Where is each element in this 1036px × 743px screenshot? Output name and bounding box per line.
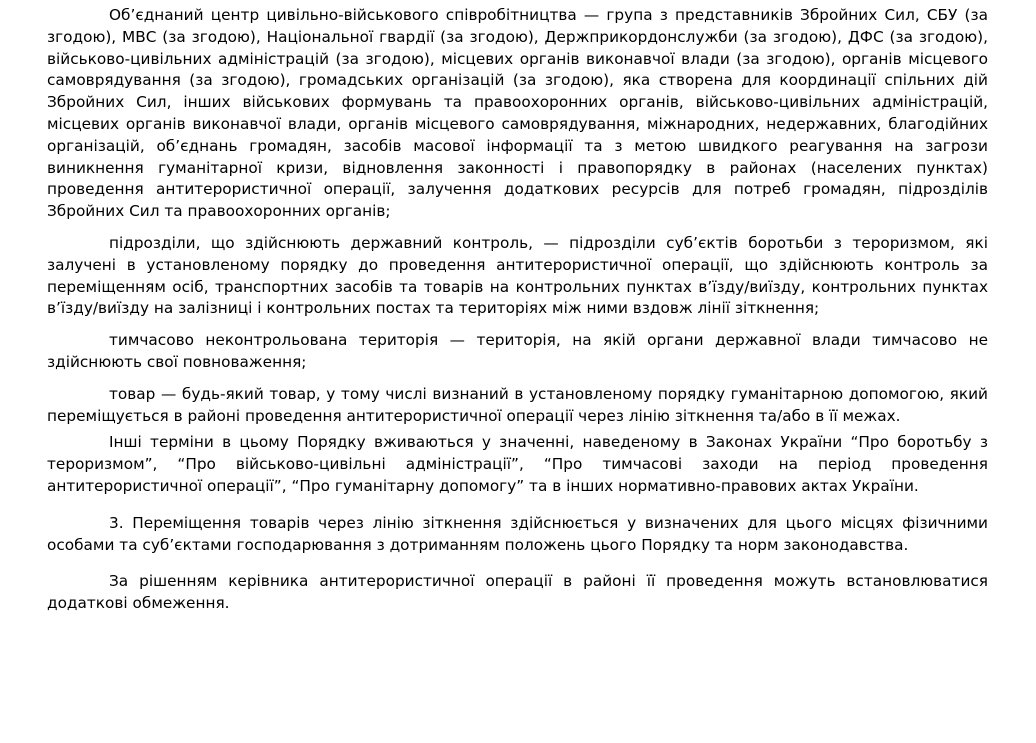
paragraph-state-control-units: підрозділи, що здійснюють державний контроль, — підрозділи суб’єктів боротьби з тероризмом, які залучені в установленому порядку до проведення антитерористичної операції, що здійснюють контроль за переміщенням осіб, транспортних засобів та товарів на контрольних пунктах в’їзду/виїзду, контрольних пунктах в’їзду/виїзду на залізниці і контрольних постах та територіях між ними вздовж лінії зіткнення;: [47, 233, 988, 318]
paragraph-item-3: 3. Переміщення товарів через лінію зіткнення здійснюється у визначених для цього місцях фізичними особами та суб’єктами господарювання з дотриманням положень цього Порядку та норм законодавства.: [47, 513, 988, 554]
paragraph-additional-restrictions: За рішенням керівника антитерористичної операції в районі її проведення можуть встановлюватися додаткові обмеження.: [47, 572, 988, 613]
paragraph-civil-military-center: Об’єднаний центр цивільно-військового співробітництва — група з представників Збройних Сил, СБУ (за згодою), МВС (за згодою), Національної гвардії (за згодою), Держприкордонслужби (за згодою), ДФС (за згодою), військово-цивільних адміністрацій (за згодою), місцевих органів виконавчої влади (за згодою), органів місцевого самоврядування (за згодою), громадських організацій (за згодою), яка створена для координації спільних дій Збройних Сил, інших військових формувань та правоохоронних органів, військово-цивільних адміністрацій, місцевих органів виконавчої влади, органів місцевого самоврядування, міжнародних, недержавних, благодійних організацій, об’єднань громадян, засобів масової інформації та з метою швидкого реагування на загрози виникнення гуманітарної кризи, відновлення законності і правопорядку в районах (населених пунктах) проведення антитерористичної операції, залучення додаткових ресурсів для потреб громадян, підрозділів Збройних Сил та правоохоронних органів;: [47, 6, 988, 221]
paragraph-uncontrolled-territory: тимчасово неконтрольована територія — територія, на якій органи державної влади тимчасово не здійснюють свої повноваження;: [47, 331, 988, 371]
paragraph-other-terms: Інші терміни в цьому Порядку вживаються у значенні, наведеному в Законах України “Про боротьбу з тероризмом”, “Про військово-цивільні адміністрації”, “Про тимчасові заходи на період проведення антитерористичної операції”, “Про гуманітарну допомогу” та в інших нормативно-правових актах України.: [47, 433, 988, 495]
document-body: [47, 0, 988, 615]
paragraph-goods-definition: товар — будь-який товар, у тому числі визнаний в установленому порядку гуманітарною допомогою, який переміщується в районі проведення антитерористичної операції через лінію зіткнення та/або в її межах.: [47, 384, 988, 425]
